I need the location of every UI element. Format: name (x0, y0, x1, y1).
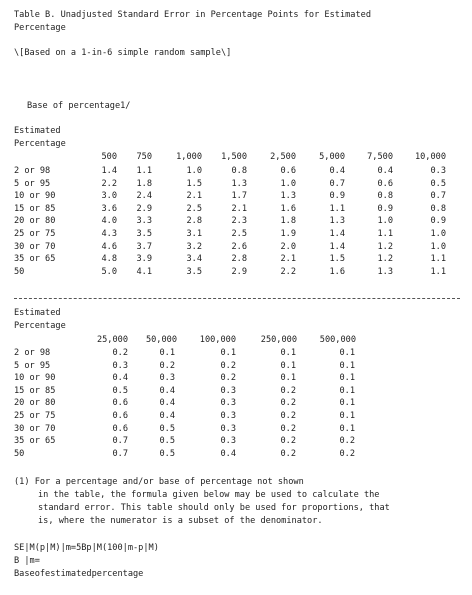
table-cell: 2.3 (231, 216, 247, 227)
table-cell: 2.1 (231, 203, 247, 214)
table-cell: 0.5 (112, 385, 128, 396)
column-header: 1,500 (221, 152, 247, 162)
table-cell: 3.4 (186, 254, 202, 265)
table-cell: 0.3 (430, 166, 446, 176)
table-cell: 0.4 (159, 385, 175, 396)
table-cell: 4.0 (101, 216, 117, 227)
table-cell: 0.5 (159, 448, 175, 459)
table-cell: 5.0 (101, 266, 117, 277)
table-cell: 2.2 (101, 178, 117, 189)
row-label: 35 or 65 (14, 254, 56, 265)
table-cell: 0.1 (280, 373, 296, 384)
table-cell: 0.3 (112, 360, 128, 371)
table-cell: 2.6 (231, 241, 247, 252)
table-cell: 1.5 (329, 254, 345, 265)
table-cell: 2.2 (280, 266, 296, 277)
table-cell: 0.4 (159, 398, 175, 409)
stub-heading-line-1: Estimated (14, 126, 61, 136)
table-cell: 1.0 (377, 216, 393, 227)
table-cell: 0.1 (339, 360, 355, 371)
table-cell: 0.1 (159, 348, 175, 358)
table-cell: 0.2 (280, 398, 296, 409)
table-cell: 3.3 (136, 216, 152, 227)
column-header: 25,000 (96, 335, 128, 345)
table-cell: 1.1 (430, 254, 446, 265)
table-cell: 1.0 (430, 229, 446, 239)
column-header: 500,000 (319, 335, 356, 345)
column-header: 500 (101, 152, 117, 162)
table-cell: 0.6 (112, 398, 128, 409)
table-cell: 2.5 (231, 229, 247, 239)
table-cell: 1.0 (430, 241, 446, 252)
table-cell: 0.7 (430, 191, 446, 202)
stub-heading-line-1-b: Estimated (14, 308, 61, 318)
footnote-line-1: (1) For a percentage and/or base of percentage not shown (14, 477, 304, 487)
column-header: 50,000 (145, 335, 177, 345)
table-title-line-1: Table B. Unadjusted Standard Error in Percentage Points for Estimated (14, 10, 371, 20)
table-cell: 3.2 (186, 241, 202, 252)
table-cell: 0.9 (377, 203, 393, 214)
table-cell: 2.1 (280, 254, 296, 265)
formula-line-1: SE|M(p|M)|m=5Bp|M(100|m-p|M) (14, 543, 159, 553)
table-cell: 1.4 (329, 241, 345, 252)
table-cell: 3.5 (136, 229, 152, 239)
table-cell: 0.1 (339, 385, 355, 396)
table-cell: 1.4 (101, 166, 117, 176)
table-cell: 4.6 (101, 241, 117, 252)
table-cell: 0.8 (377, 191, 393, 202)
table-cell: 0.7 (329, 178, 345, 189)
table-cell: 1.6 (329, 266, 345, 277)
table-cell: 1.7 (231, 191, 247, 202)
table-cell: 0.7 (112, 436, 128, 447)
table-cell: 1.3 (329, 216, 345, 227)
stub-heading-line-2: Percentage (14, 139, 66, 149)
row-label: 10 or 90 (14, 191, 56, 202)
table-cell: 2.4 (136, 191, 152, 202)
row-label: 15 or 85 (14, 385, 56, 396)
table-cell: 2.1 (186, 191, 202, 202)
row-label: 5 or 95 (14, 178, 51, 189)
table-cell: 0.2 (220, 373, 236, 384)
table-cell: 1.1 (377, 229, 393, 239)
table-cell: 2.8 (186, 216, 202, 227)
table-cell: 0.3 (220, 385, 236, 396)
table-cell: 2.0 (280, 241, 296, 252)
base-of-percentage-label: Base of percentage1/ (27, 101, 131, 111)
row-label: 25 or 75 (14, 229, 56, 239)
table-cell: 1.1 (430, 266, 446, 277)
table-cell: 0.6 (377, 178, 393, 189)
table-cell: 1.4 (329, 229, 345, 239)
table-cell: 4.3 (101, 229, 117, 239)
table-cell: 1.5 (186, 178, 202, 189)
row-label: 20 or 80 (14, 216, 56, 227)
table-cell: 0.3 (220, 398, 236, 409)
table-cell: 1.3 (231, 178, 247, 189)
table-cell: 1.2 (377, 241, 393, 252)
row-label: 35 or 65 (14, 436, 56, 447)
table-cell: 0.8 (430, 203, 446, 214)
table-cell: 0.6 (280, 166, 296, 176)
footnote-line-4: is, where the numerator is a subset of the denominator. (38, 516, 323, 526)
table-cell: 0.2 (280, 385, 296, 396)
row-label: 30 or 70 (14, 423, 56, 434)
footnote-line-3: standard error. This table should only be used for proportions, that (38, 503, 390, 513)
table-cell: 1.1 (329, 203, 345, 214)
table-cell: 4.8 (101, 254, 117, 265)
table-cell: 0.9 (430, 216, 446, 227)
table-cell: 0.3 (220, 436, 236, 447)
table-cell: 0.2 (339, 448, 355, 459)
row-label: 20 or 80 (14, 398, 56, 409)
table-cell: 0.1 (339, 348, 355, 358)
table-cell: 1.6 (280, 203, 296, 214)
column-header: 250,000 (260, 335, 297, 345)
table-cell: 0.1 (339, 423, 355, 434)
table-cell: 3.7 (136, 241, 152, 252)
table-cell: 0.6 (112, 423, 128, 434)
column-header: 100,000 (199, 335, 236, 345)
table-cell: 0.4 (112, 373, 128, 384)
table-cell: 1.3 (280, 191, 296, 202)
table-cell: 1.8 (136, 178, 152, 189)
row-label: 2 or 98 (14, 166, 51, 176)
column-header: 7,500 (367, 152, 393, 162)
column-header: 750 (136, 152, 152, 162)
table-cell: 0.7 (112, 448, 128, 459)
table-cell: 0.1 (220, 348, 236, 358)
table-cell: 0.2 (220, 360, 236, 371)
table-cell: 3.9 (136, 254, 152, 265)
table-cell: 0.2 (159, 360, 175, 371)
table-cell: 3.0 (101, 191, 117, 202)
table-cell: 1.9 (280, 229, 296, 239)
column-header: 5,000 (319, 152, 345, 162)
table-cell: 0.5 (159, 423, 175, 434)
table-cell: 1.3 (377, 266, 393, 277)
row-label: 25 or 75 (14, 411, 56, 421)
table-cell: 0.5 (430, 178, 446, 189)
table-cell: 2.9 (231, 266, 247, 277)
table-cell: 0.3 (220, 411, 236, 421)
table-cell: 0.2 (280, 411, 296, 421)
row-label: 50 (14, 448, 25, 459)
table-title-line-2: Percentage (14, 23, 66, 33)
table-cell: 0.3 (159, 373, 175, 384)
column-header: 2,500 (270, 152, 296, 162)
table-cell: 1.0 (186, 166, 202, 176)
table-cell: 0.4 (377, 166, 393, 176)
row-label: 10 or 90 (14, 373, 56, 384)
table-cell: 2.5 (186, 203, 202, 214)
row-label: 30 or 70 (14, 241, 56, 252)
table-cell: 1.1 (136, 166, 152, 176)
table-cell: 0.2 (339, 436, 355, 447)
table-cell: 0.2 (280, 423, 296, 434)
table-cell: 2.8 (231, 254, 247, 265)
table-cell: 0.9 (329, 191, 345, 202)
table-cell: 1.0 (280, 178, 296, 189)
section-divider (14, 298, 460, 299)
table-cell: 4.1 (136, 266, 152, 277)
table-cell: 3.5 (186, 266, 202, 277)
table-cell: 0.1 (339, 373, 355, 384)
footnote-line-2: in the table, the formula given below may be used to calculate the (38, 490, 380, 500)
row-label: 50 (14, 266, 25, 277)
table-cell: 0.1 (280, 348, 296, 358)
table-cell: 0.1 (339, 411, 355, 421)
table-cell: 2.9 (136, 203, 152, 214)
table-cell: 0.8 (231, 166, 247, 176)
row-label: 15 or 85 (14, 203, 56, 214)
table-cell: 0.5 (159, 436, 175, 447)
column-header: 10,000 (414, 152, 446, 162)
table-cell: 3.6 (101, 203, 117, 214)
table-cell: 3.1 (186, 229, 202, 239)
table-cell: 0.4 (159, 411, 175, 421)
table-cell: 0.2 (280, 448, 296, 459)
table-cell: 0.2 (112, 348, 128, 358)
row-label: 5 or 95 (14, 360, 51, 371)
column-header: 1,000 (176, 152, 202, 162)
table-cell: 0.6 (112, 411, 128, 421)
sample-basis-note: \[Based on a 1-in-6 simple random sample\] (14, 48, 232, 58)
table-cell: 0.1 (339, 398, 355, 409)
table-cell: 0.4 (220, 448, 236, 459)
table-cell: 1.8 (280, 216, 296, 227)
table-cell: 0.1 (280, 360, 296, 371)
table-cell: 0.2 (280, 436, 296, 447)
formula-line-2: B |m= (14, 556, 40, 566)
table-cell: 1.2 (377, 254, 393, 265)
table-cell: 0.3 (220, 423, 236, 434)
table-cell: 0.4 (329, 166, 345, 176)
row-label: 2 or 98 (14, 348, 51, 358)
formula-line-3: Baseofestimatedpercentage (14, 569, 144, 579)
stub-heading-line-2-b: Percentage (14, 321, 66, 331)
